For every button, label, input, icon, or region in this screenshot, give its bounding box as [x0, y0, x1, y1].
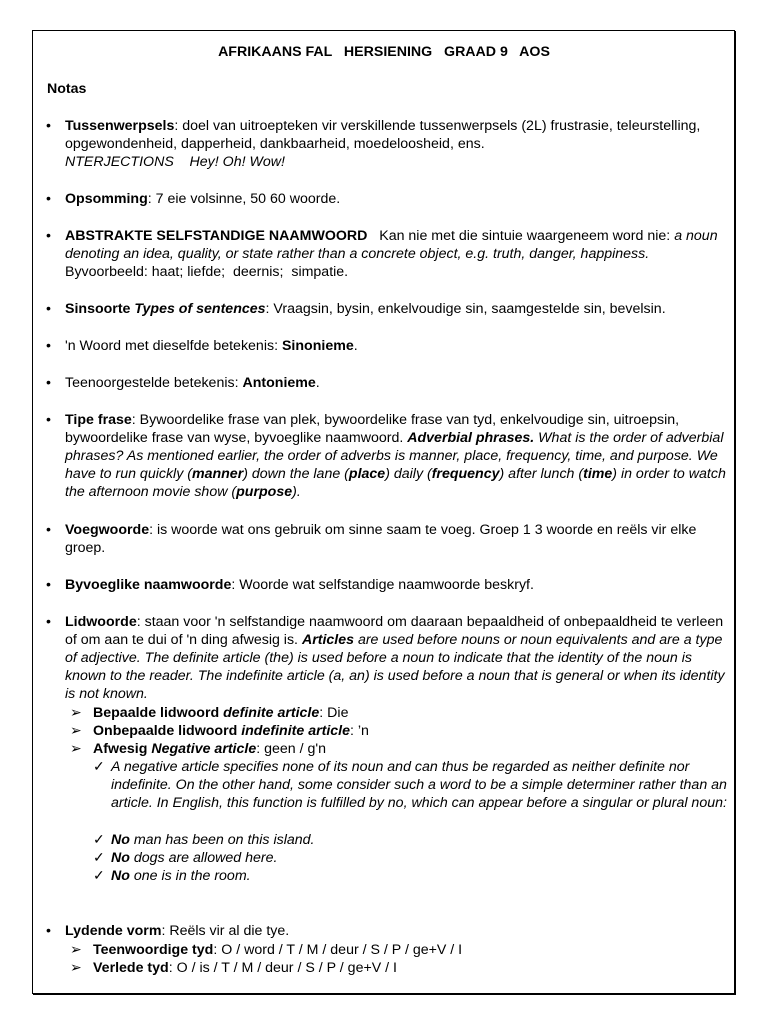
bullet-icon: • — [46, 191, 51, 207]
arrow-icon: ➢ — [70, 960, 82, 976]
period: . — [315, 375, 320, 391]
term: Lidwoorde — [65, 614, 137, 630]
list-item-sinonieme — [46, 337, 726, 355]
arrow-icon: ➢ — [70, 741, 82, 757]
list-item-abstrakte — [46, 227, 726, 281]
check-item-example — [93, 867, 733, 885]
term: Antonieme — [242, 375, 316, 391]
term: Teenwoordige tyd — [93, 942, 214, 958]
english-note: are used before nouns or noun equivalents and are a type of adjective. The definite article (the) is used before a noun to indicate that the identity of the noun is known to the reader. The indefinite article (a, an) is used before a noun that is general or when its identity is not known. — [65, 632, 725, 702]
list-item-tussenwerpsels — [46, 117, 726, 171]
keyword-frequency: frequency — [431, 466, 500, 482]
english-note: ) down the lane ( — [243, 466, 349, 482]
english-note: ). — [292, 484, 301, 500]
arrow-icon: ➢ — [70, 942, 82, 958]
term: Verlede tyd — [93, 960, 169, 976]
english-note: ) daily ( — [385, 466, 432, 482]
examples: Byvoorbeeld: haat; liefde; deernis; simpatie. — [65, 246, 654, 280]
check-icon: ✓ — [93, 832, 105, 848]
page-title: AFRIKAANS FAL HERSIENING GRAAD 9 AOS — [218, 44, 550, 60]
term: Tipe frase — [65, 412, 132, 428]
english-term: Articles — [301, 632, 354, 648]
definition: : staan voor 'n selfstandige naamwoord om daaraan bepaaldheid of onbepaaldheid te verleen of om aan te dui of 'n ding afwesig is. — [65, 614, 724, 648]
value: : Die — [319, 705, 349, 721]
english-term: Negative article — [151, 741, 257, 757]
check-item-example — [93, 831, 733, 849]
list-item-lydende-vorm — [46, 922, 726, 940]
bullet-icon: • — [46, 577, 51, 593]
term: Tussenwerpsels — [65, 118, 175, 134]
term: Onbepaalde lidwoord — [93, 723, 242, 739]
list-item-opsomming — [46, 190, 726, 208]
bullet-icon: • — [46, 228, 51, 244]
english-note: What is the order of adverbial phrases? As mentioned earlier, the order of adverbs is manner, place, frequency, time, and purpose. We have to run quickly ( — [65, 430, 724, 482]
example-keyword: No — [111, 850, 130, 866]
keyword-time: time — [583, 466, 613, 482]
term: ABSTRAKTE SELFSTANDIGE NAAMWOORD — [65, 228, 368, 244]
bullet-icon: • — [46, 338, 51, 354]
bullet-icon: • — [46, 522, 51, 538]
term: Byvoeglike naamwoorde — [65, 577, 232, 593]
english-note: ) after lunch ( — [499, 466, 584, 482]
definition: Teenoorgestelde betekenis: — [65, 375, 243, 391]
term: Sinsoorte — [65, 301, 135, 317]
check-item-example — [93, 849, 733, 867]
bullet-icon: • — [46, 301, 51, 317]
value: : ’n — [350, 723, 369, 739]
check-icon: ✓ — [93, 759, 105, 775]
term: Lydende vorm — [65, 923, 162, 939]
definition: : Bywoordelike frase van plek, bywoordelike frase van tyd, enkelvoudige sin, uitroepsin, bywoordelike frase van wyse, byvoeglike naamwoord. — [65, 412, 680, 446]
english-term: Types of sentences — [134, 301, 266, 317]
keyword-purpose: purpose — [236, 484, 293, 500]
english-term: indefinite article — [241, 723, 350, 739]
definition: : doel van uitroepteken vir verskillende tussenwerpsels (2L) frustrasie, teleurstelling, opgewondenheid, dapperheid, dankbaarheid, moedeloosheid, ens. — [65, 118, 701, 152]
list-item-byvoeglike-naamwoorde — [46, 576, 726, 594]
definition: : 7 eie volsinne, 50 60 woorde. — [147, 191, 341, 207]
check-item-explanation — [93, 758, 733, 812]
term: Opsomming — [65, 191, 148, 207]
english-term: Adverbial phrases. — [407, 430, 535, 446]
english-note: NTERJECTIONS Hey! Oh! Wow! — [65, 154, 285, 170]
list-item-tipe-frase — [46, 411, 726, 501]
list-item-voegwoorde — [46, 521, 726, 557]
list-item-lidwoorde — [46, 613, 726, 703]
sub-item-bepaalde — [70, 704, 730, 722]
example-text: one is in the room. — [129, 868, 251, 884]
example-keyword: No — [111, 832, 130, 848]
definition: Kan nie met die sintuie waargeneem word nie: — [367, 228, 675, 244]
bullet-icon: • — [46, 375, 51, 391]
check-icon: ✓ — [93, 868, 105, 884]
english-note: ) in order to watch the afternoon movie show ( — [65, 466, 726, 500]
english-term: definite article — [223, 705, 320, 721]
sub-item-teenwoordige-tyd — [70, 941, 730, 959]
arrow-icon: ➢ — [70, 705, 82, 721]
definition: : is woorde wat ons gebruik om sinne saam te voeg. Groep 1 3 woorde en reëls vir elke groep. — [65, 522, 697, 556]
term: Voegwoorde — [65, 522, 150, 538]
notas-heading: Notas — [47, 81, 87, 97]
value: : geen / g'n — [256, 741, 326, 757]
bullet-icon: • — [46, 923, 51, 939]
example-text: man has been on this island. — [129, 832, 315, 848]
list-item-antonieme — [46, 374, 726, 392]
keyword-place: place — [348, 466, 386, 482]
sub-item-onbepaalde — [70, 722, 730, 740]
sub-item-verlede-tyd — [70, 959, 730, 977]
example-text: dogs are allowed here. — [129, 850, 278, 866]
definition: : Vraagsin, bysin, enkelvoudige sin, saamgestelde sin, bevelsin. — [265, 301, 666, 317]
value: : O / is / T / M / deur / S / P / ge+V / I — [168, 960, 397, 976]
value: : O / word / T / M / deur / S / P / ge+V / I — [213, 942, 463, 958]
term: Bepaalde lidwoord — [93, 705, 224, 721]
bullet-icon: • — [46, 614, 51, 630]
definition: : Reëls vir al die tye. — [161, 923, 290, 939]
example-keyword: No — [111, 868, 130, 884]
keyword-manner: manner — [191, 466, 244, 482]
bullet-icon: • — [46, 412, 51, 428]
list-item-sinsoorte — [46, 300, 726, 318]
arrow-icon: ➢ — [70, 723, 82, 739]
check-icon: ✓ — [93, 850, 105, 866]
definition: 'n Woord met dieselfde betekenis: — [65, 338, 282, 354]
english-note: a noun denoting an idea, quality, or state rather than a concrete object, e.g. truth, danger, happiness. — [65, 228, 718, 262]
definition: : Woorde wat selfstandige naamwoorde beskryf. — [231, 577, 534, 593]
sub-item-afwesig — [70, 740, 730, 758]
term: Sinonieme — [281, 338, 354, 354]
period: . — [353, 338, 358, 354]
bullet-icon: • — [46, 118, 51, 134]
term: Afwesig — [93, 741, 152, 757]
explanation-text: A negative article specifies none of its noun and can thus be regarded as neither definite nor indefinite. On the other hand, some consider such a word to be a simple determiner rather than an article. In English, this function is fulfilled by no, which can appear before a singular or plural noun: — [111, 759, 727, 811]
